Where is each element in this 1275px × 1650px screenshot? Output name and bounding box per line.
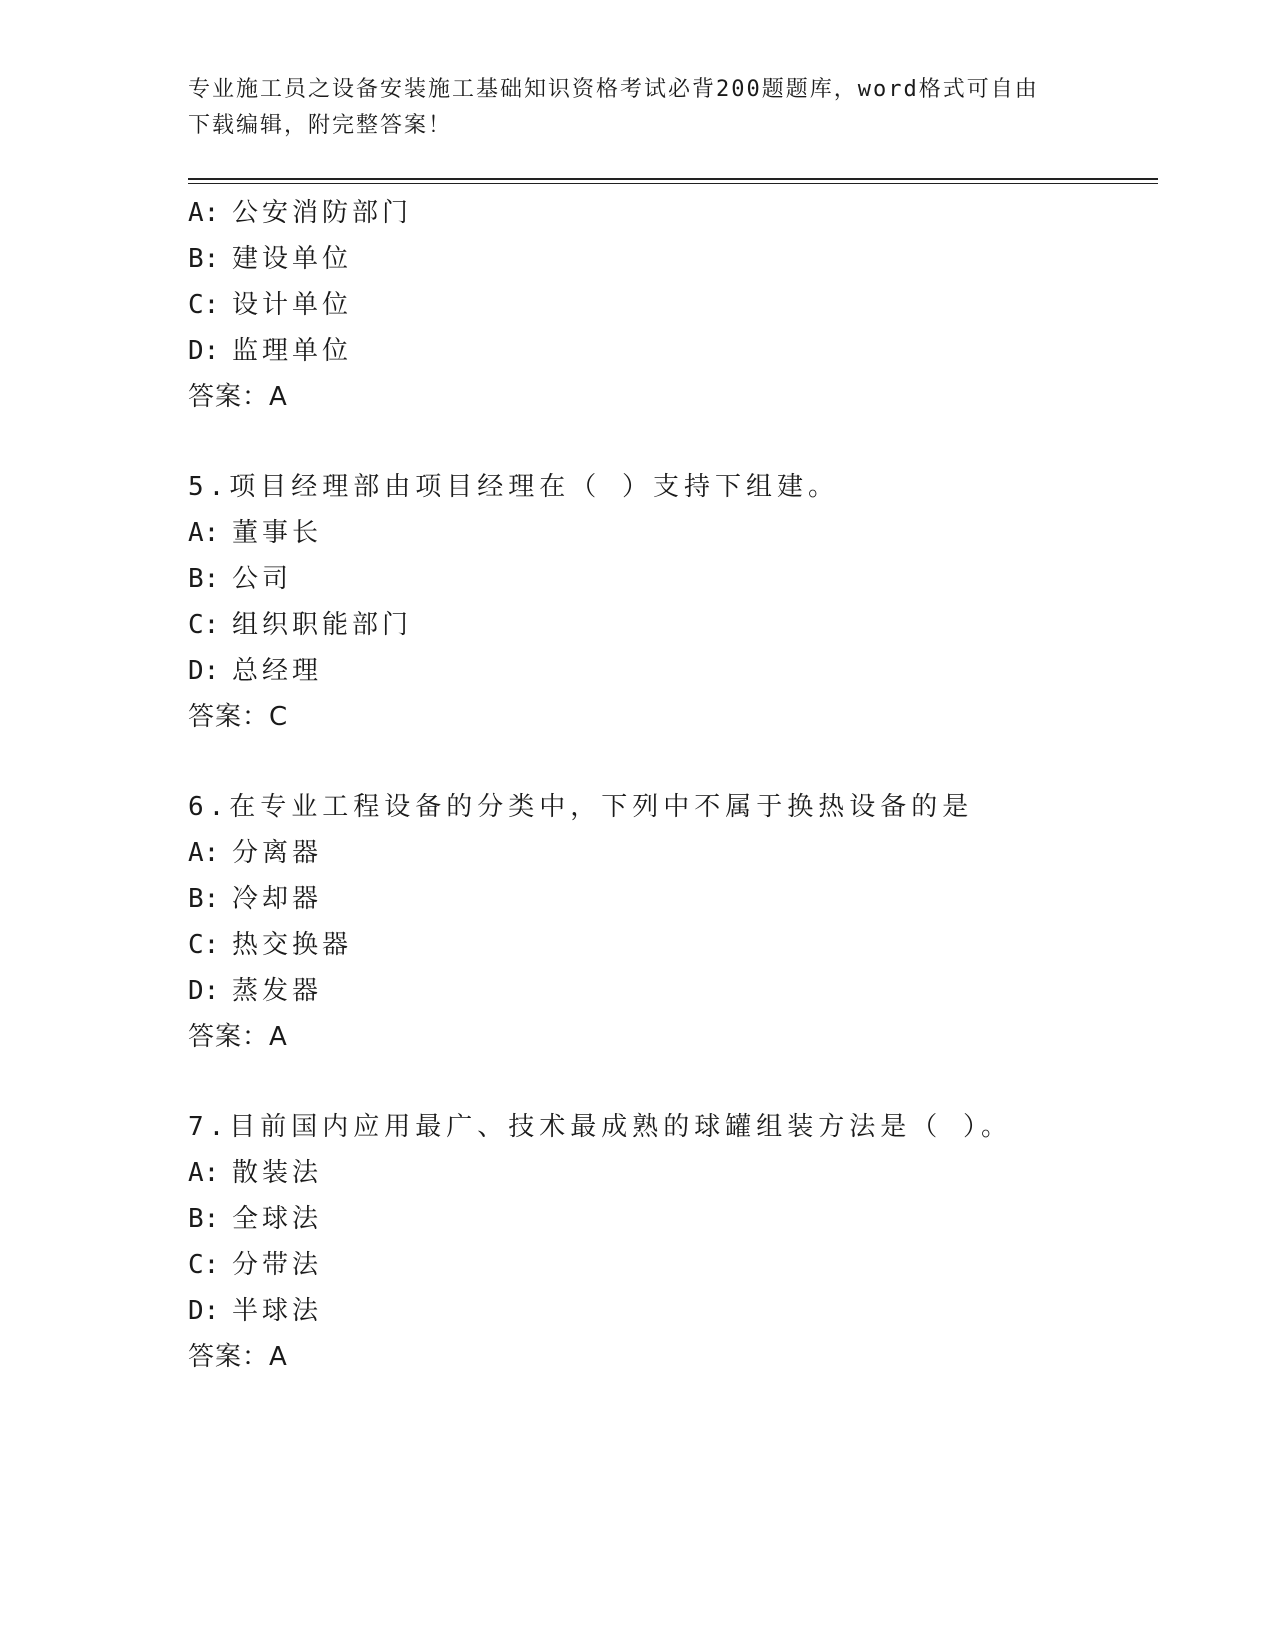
question-text: 5.项目经理部由项目经理在（ ）支持下组建。 [188,472,839,502]
option-c: C: 设计单位 [188,290,353,320]
question-block-continued [188,190,1158,420]
option-c: C: 组织职能部门 [188,610,413,640]
page-header [188,72,1088,144]
option-d: D: 监理单位 [188,336,353,366]
option-d: D: 蒸发器 [188,976,323,1006]
option-c: C: 热交换器 [188,930,353,960]
question-block-5 [188,464,1158,740]
question-block-7 [188,1104,1158,1380]
option-b: B: 冷却器 [188,884,323,914]
answer-line: 答案：A [188,1022,288,1052]
question-text: 6.在专业工程设备的分类中，下列中不属于换热设备的是 [188,792,974,822]
answer-line: 答案：A [188,382,288,412]
option-a: A: 散装法 [188,1158,323,1188]
header-divider [188,178,1158,184]
option-b: B: 公司 [188,564,293,594]
option-a: A: 董事长 [188,518,323,548]
header-line-2: 下载编辑，附完整答案！ [188,113,453,138]
question-block-6 [188,784,1158,1060]
option-b: B: 建设单位 [188,244,353,274]
answer-line: 答案：A [188,1342,288,1372]
header-line-1: 专业施工员之设备安装施工基础知识资格考试必背200题题库，word格式可自由 [188,77,1039,102]
option-b: B: 全球法 [188,1204,323,1234]
option-d: D: 总经理 [188,656,323,686]
question-list [188,190,1158,1380]
option-a: A: 分离器 [188,838,323,868]
option-d: D: 半球法 [188,1296,323,1326]
answer-line: 答案：C [188,702,289,732]
option-a: A: 公安消防部门 [188,198,413,228]
option-c: C: 分带法 [188,1250,323,1280]
question-text: 7.目前国内应用最广、技术最成熟的球罐组装方法是（ ）。 [188,1112,1012,1142]
